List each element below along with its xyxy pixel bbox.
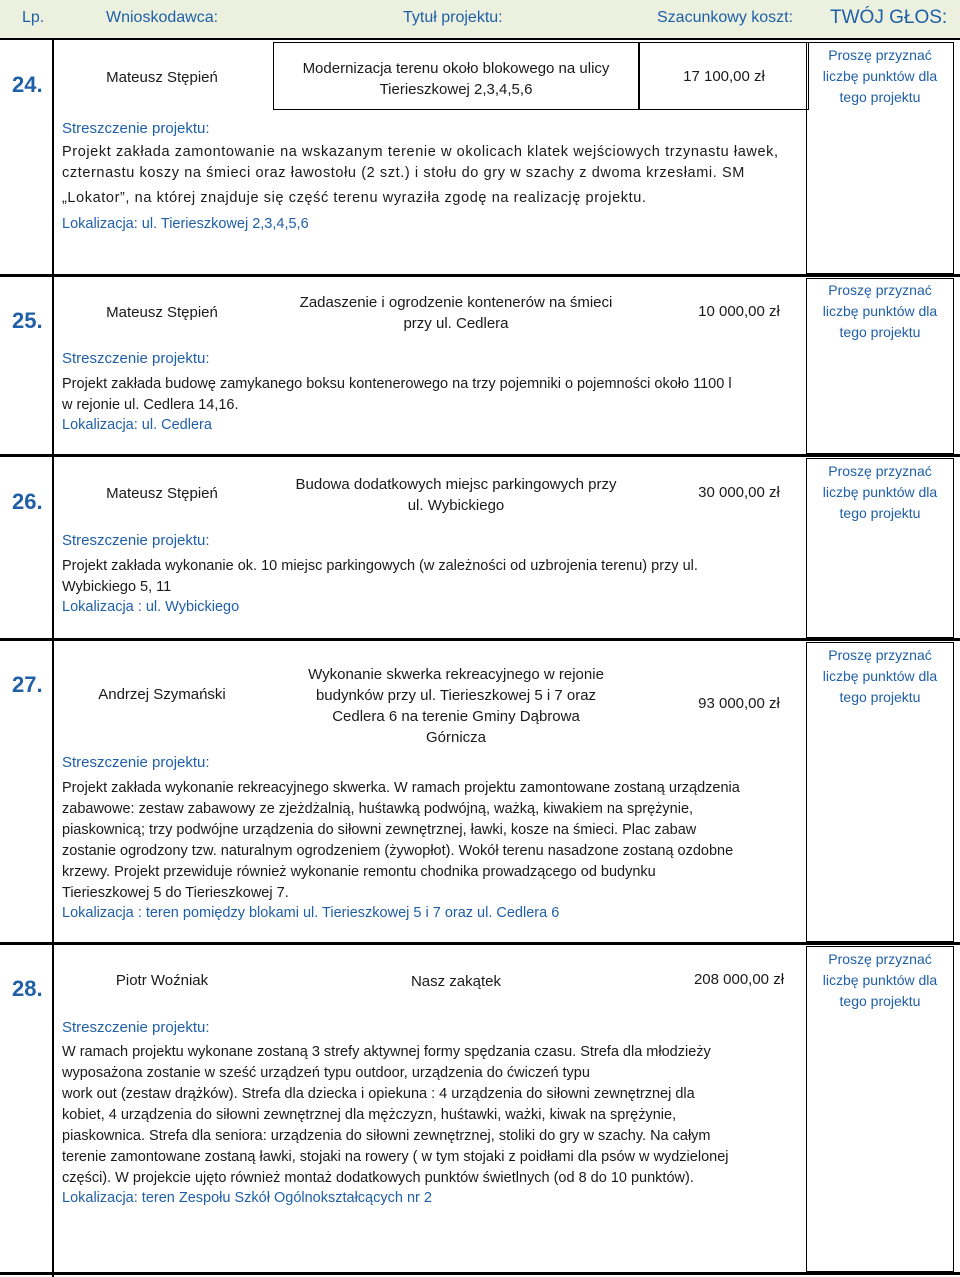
- bottom-border: [0, 1272, 960, 1275]
- vote-prompt: Proszę przyznać liczbę punktów dla tego projektu: [822, 463, 938, 521]
- project-location: Lokalizacja: ul. Tierieszkowej 2,3,4,5,6: [62, 216, 309, 232]
- project-summary: Projekt zakłada wykonanie ok. 10 miejsc parkingowych (w zależności od uzbrojenia terenu) przy ul. Wybickiego 5, 11: [62, 558, 698, 595]
- project-summary: Projekt zakłada budowę zamykanego boksu kontenerowego na trzy pojemniki o pojemności około 1100 l w rejonie ul. Cedlera 14,16.: [62, 376, 732, 413]
- table-header: [0, 0, 960, 40]
- summary-label: Streszczenie projektu:: [62, 532, 210, 549]
- project-cost: 93 000,00 zł: [698, 695, 780, 712]
- project-number: 26.: [12, 489, 43, 514]
- vote-prompt: Proszę przyznać liczbę punktów dla tego projektu: [822, 951, 938, 1009]
- applicant-name: Mateusz Stępień: [106, 69, 218, 86]
- vote-prompt: Proszę przyznać liczbę punktów dla tego projektu: [822, 47, 938, 105]
- project-summary: Projekt zakłada wykonanie rekreacyjnego skwerka. W ramach projektu zamontowane zostaną urządzenia zabawowe: zestaw zabawowy ze zjeżdżalnią, huśtawką podwójną, ważką, kiwakiem na sprężynie, piaskownicą; trzy podwójne urządzenia do siłowni zewnętrznej, ławki, kosze na śmieci. Plac zabaw zostanie ogrodzony tzw. naturalnym ogrodzeniem (żywopłot). Wokół terenu nasadzone zostaną ozdobne krzewy. Projekt przewiduje również wykonanie remontu chodnika prowadzącego od budynku Tierieszkowej 5 do Tierieszkowej 7.: [62, 780, 740, 901]
- header-lp: Lp.: [22, 9, 45, 26]
- header-cost: Szacunkowy koszt:: [657, 9, 794, 26]
- applicant-name: Piotr Woźniak: [115, 972, 209, 989]
- project-summary: Projekt zakłada zamontowanie na wskazanym terenie w okolicach klatek wejściowych trzynastu ławek, czternastu koszy na śmieci oraz ławostołu (2 szt.) i stołu do gry w szachy z dwoma krzesłami. SM „Lokator”, na której znajduje się część terenu wyraziła zgodę na realizację projektu.: [62, 144, 779, 206]
- project-number: 27.: [12, 672, 43, 697]
- row-separator: [0, 454, 960, 457]
- project-cost: 17 100,00 zł: [683, 68, 765, 85]
- project-location: Lokalizacja: teren Zespołu Szkół Ogólnokształcących nr 2: [62, 1190, 432, 1206]
- summary-label: Streszczenie projektu:: [62, 1019, 210, 1036]
- project-title: Wykonanie skwerka rekreacyjnego w rejonie budynków przy ul. Tierieszkowej 5 i 7 oraz Cedlera 6 na terenie Gminy Dąbrowa Górnicza: [308, 666, 604, 746]
- left-border: [52, 40, 54, 1277]
- applicant-name: Mateusz Stępień: [106, 485, 218, 502]
- project-title: Modernizacja terenu około blokowego na ulicy Tierieszkowej 2,3,4,5,6: [302, 60, 610, 98]
- header-vote: TWÓJ GŁOS:: [830, 7, 948, 28]
- project-number: 24.: [12, 72, 43, 97]
- project-cost: 208 000,00 zł: [693, 971, 785, 988]
- header-applicant: Wnioskodawca:: [106, 9, 219, 26]
- project-title: Zadaszenie i ogrodzenie kontenerów na śmieci przy ul. Cedlera: [299, 294, 613, 332]
- project-title: Budowa dodatkowych miejsc parkingowych przy ul. Wybickiego: [295, 476, 617, 514]
- applicant-name: Mateusz Stępień: [106, 304, 218, 321]
- header-title: Tytuł projektu:: [403, 9, 503, 26]
- project-number: 28.: [12, 976, 43, 1001]
- project-location: Lokalizacja : teren pomiędzy blokami ul. Tierieszkowej 5 i 7 oraz ul. Cedlera 6: [62, 905, 560, 921]
- vote-prompt: Proszę przyznać liczbę punktów dla tego projektu: [822, 647, 938, 705]
- summary-label: Streszczenie projektu:: [62, 350, 210, 367]
- vote-prompt: Proszę przyznać liczbę punktów dla tego projektu: [822, 282, 938, 340]
- applicant-name: Andrzej Szymański: [98, 686, 226, 703]
- summary-label: Streszczenie projektu:: [62, 120, 210, 137]
- row-separator: [0, 638, 960, 641]
- project-number: 25.: [12, 308, 43, 333]
- project-cost: 10 000,00 zł: [698, 303, 780, 320]
- project-location: Lokalizacja: ul. Cedlera: [62, 417, 212, 433]
- row-separator: [0, 274, 960, 277]
- project-location: Lokalizacja : ul. Wybickiego: [62, 599, 240, 615]
- project-summary: W ramach projektu wykonane zostaną 3 strefy aktywnej formy spędzania czasu. Strefa dla młodzieży wyposażona zostanie w sześć urządzeń typu outdoor, urządzenia do ćwiczeń typu work out (zestaw drążków). Strefa dla dziecka i opiekuna : 4 urządzenia do siłowni zewnętrznej dla kobiet, 4 urządzenia do siłowni zewnętrznej dla mężczyzn, huśtawki, ważki, kiwak na sprężynie, piaskownica. Strefa dla seniora: urządzenia do siłowni zewnętrznej, stoliki do gry w szachy. Na całym terenie zamontowane zostaną ławki, stojaki na rowery ( w tym stojaki z poidłami dla psów w wydzielonej części). W projekcie ujęto również montaż dodatkowych punktów świetlnych (od 8 do 10 punktów).: [62, 1044, 729, 1186]
- summary-label: Streszczenie projektu:: [62, 754, 210, 771]
- project-title: Nasz zakątek: [410, 973, 502, 990]
- project-cost: 30 000,00 zł: [698, 484, 780, 501]
- row-separator: [0, 942, 960, 945]
